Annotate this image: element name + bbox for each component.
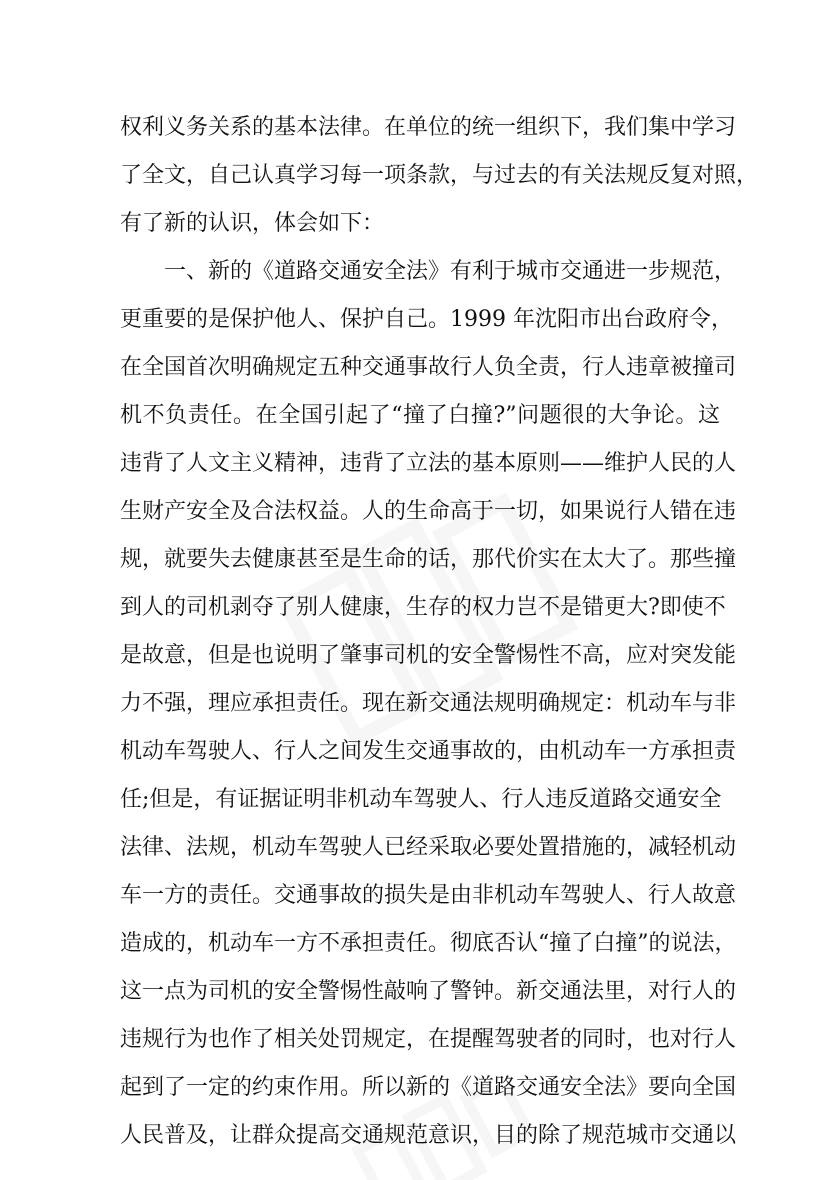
text-line: 任;但是，有证据证明非机动车驾驶人、行人违反道路交通安全: [120, 787, 722, 812]
text-line: 规，就要失去健康甚至是生命的话，那代价实在太大了。那些撞: [120, 547, 737, 572]
body-text: [120, 104, 759, 1160]
text-line: 到人的司机剥夺了别人健康，生存的权力岂不是错更大?即使不: [120, 595, 726, 620]
text-line: 违背了人文主义精神，违背了立法的基本原则——维护人民的人: [120, 451, 737, 476]
text-line: 力不强，理应承担责任。现在新交通法规明确规定：机动车与非: [120, 691, 737, 716]
text-line: 了全文，自己认真学习每一项条款，与过去的有关法规反复对照，: [120, 163, 759, 188]
text-line: 机动车驾驶人、行人之间发生交通事故的，由机动车一方承担责: [120, 739, 737, 764]
text-line: 有了新的认识，体会如下：: [120, 211, 385, 236]
text-line: 法律、法规，机动车驾驶人已经采取必要处置措施的，减轻机动: [120, 835, 737, 860]
text-line: 生财产安全及合法权益。人的生命高于一切，如果说行人错在违: [120, 499, 737, 524]
text-line: 车一方的责任。交通事故的损失是由非机动车驾驶人、行人故意: [120, 883, 737, 908]
paragraph-first-line: 一、新的《道路交通安全法》有利于城市交通进一步规范，: [164, 259, 737, 284]
text-line: 违规行为也作了相关处罚规定，在提醒驾驶者的同时，也对行人: [120, 1027, 737, 1052]
text-line: 权利义务关系的基本法律。在单位的统一组织下，我们集中学习: [120, 115, 737, 140]
text-line: 是故意，但是也说明了肇事司机的安全警惕性不高，应对突发能: [120, 643, 737, 668]
text-line: 起到了一定的约束作用。所以新的《道路交通安全法》要向全国: [120, 1075, 737, 1100]
text-line: 机不负责任。在全国引起了“撞了白撞?”问题很的大争论。这: [120, 403, 720, 428]
text-line: 更重要的是保护他人、保护自己。1999 年沈阳市出台政府令，: [120, 307, 733, 332]
text-line: 这一点为司机的安全警惕性敲响了警钟。新交通法里，对行人的: [120, 979, 737, 1004]
text-line: 造成的，机动车一方不承担责任。彻底否认“撞了白撞”的说法，: [120, 931, 737, 956]
text-line: 在全国首次明确规定五种交通事故行人负全责，行人违章被撞司: [120, 355, 737, 380]
text-line: 人民普及，让群众提高交通规范意识，目的除了规范城市交通以: [120, 1123, 737, 1148]
